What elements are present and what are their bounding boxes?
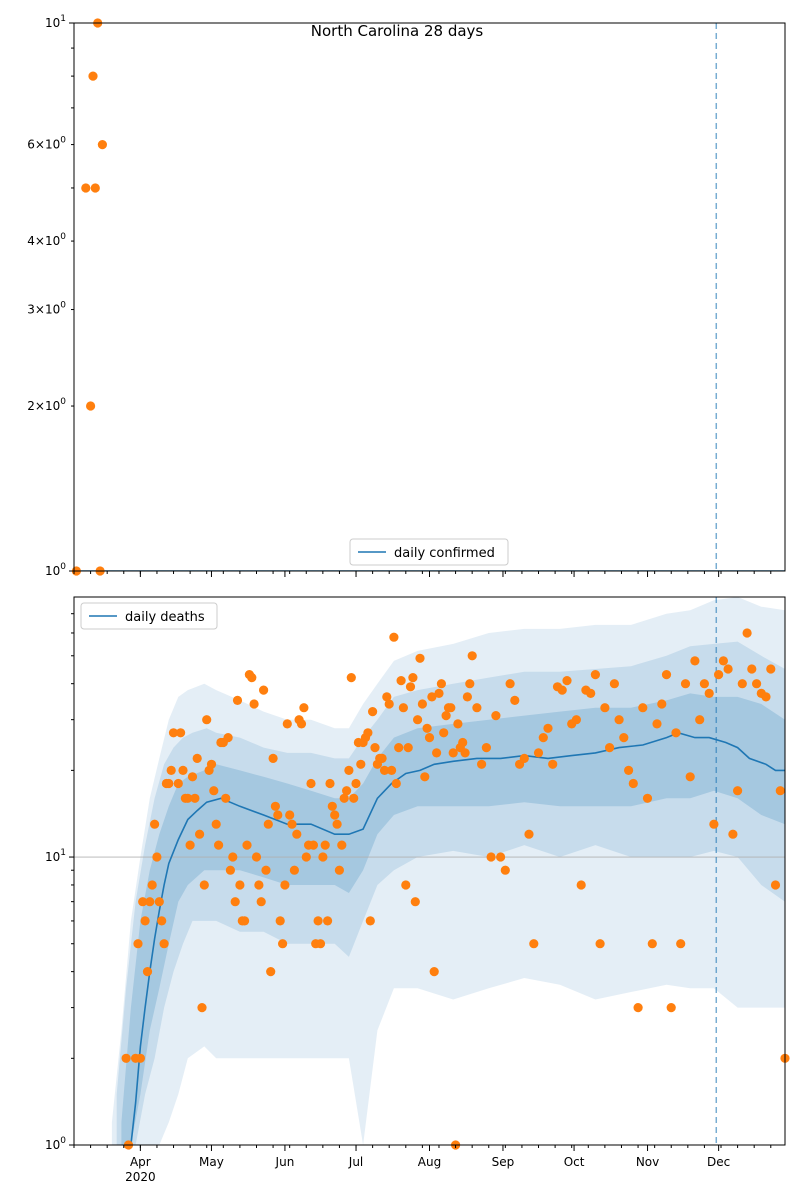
data-point — [285, 810, 294, 819]
data-point — [714, 670, 723, 679]
data-point — [264, 820, 273, 829]
data-point — [432, 748, 441, 757]
data-point — [271, 802, 280, 811]
data-point — [482, 743, 491, 752]
data-point — [186, 841, 195, 850]
data-point — [221, 794, 230, 803]
data-point — [283, 719, 292, 728]
data-point — [610, 679, 619, 688]
y-tick-label: $10^1$ — [44, 848, 66, 865]
data-point — [316, 939, 325, 948]
data-point — [577, 880, 586, 889]
data-point — [446, 703, 455, 712]
y-tick-label: $10^1$ — [44, 14, 66, 30]
data-point — [539, 733, 548, 742]
bottom-x-axis — [74, 1145, 771, 1184]
data-point — [228, 852, 237, 861]
data-point — [266, 967, 275, 976]
data-point — [747, 664, 756, 673]
top-plot-area — [74, 23, 785, 571]
data-point — [662, 670, 671, 679]
y-tick-label: $3\times 10^0$ — [27, 300, 66, 317]
data-point — [619, 733, 628, 742]
data-point — [387, 766, 396, 775]
data-point — [370, 743, 379, 752]
data-point — [231, 897, 240, 906]
data-point — [743, 628, 752, 637]
data-point — [404, 743, 413, 752]
data-point — [719, 656, 728, 665]
data-point — [143, 967, 152, 976]
data-point — [572, 715, 581, 724]
data-point — [368, 707, 377, 716]
data-point — [728, 830, 737, 839]
data-point — [344, 766, 353, 775]
x-tick-label: Dec — [707, 1155, 731, 1169]
data-point — [247, 673, 256, 682]
data-point — [394, 743, 403, 752]
data-point — [510, 696, 519, 705]
data-point — [122, 1054, 131, 1063]
x-tick-label: 2020 — [125, 1170, 156, 1184]
data-point — [771, 880, 780, 889]
bottom-panel — [45, 597, 790, 1184]
data-point — [399, 703, 408, 712]
data-point — [257, 897, 266, 906]
data-point — [506, 679, 515, 688]
data-point — [472, 703, 481, 712]
data-point — [437, 679, 446, 688]
y-tick-label: $4\times 10^0$ — [27, 232, 66, 249]
data-point — [752, 679, 761, 688]
data-point — [351, 779, 360, 788]
data-point — [695, 715, 704, 724]
data-point — [287, 820, 296, 829]
data-point — [297, 719, 306, 728]
data-point — [290, 866, 299, 875]
top-panel — [27, 14, 785, 578]
data-point — [150, 820, 159, 829]
data-point — [477, 760, 486, 769]
data-point — [98, 140, 107, 149]
chart-title: North Carolina 28 days — [310, 22, 484, 40]
data-point — [415, 654, 424, 663]
data-point — [411, 897, 420, 906]
data-point — [700, 679, 709, 688]
data-point — [214, 841, 223, 850]
data-point — [347, 673, 356, 682]
data-point — [671, 728, 680, 737]
data-point — [681, 679, 690, 688]
data-point — [91, 183, 100, 192]
data-point — [378, 754, 387, 763]
data-point — [738, 679, 747, 688]
data-point — [207, 760, 216, 769]
data-point — [342, 786, 351, 795]
data-point — [543, 724, 552, 733]
data-point — [226, 866, 235, 875]
x-tick-label: Oct — [563, 1155, 585, 1169]
data-point — [624, 766, 633, 775]
x-tick-label: Nov — [635, 1155, 660, 1169]
top-x-axis — [74, 571, 771, 577]
data-point — [487, 852, 496, 861]
data-point — [280, 880, 289, 889]
data-point — [458, 738, 467, 747]
data-point — [453, 719, 462, 728]
data-point — [605, 743, 614, 752]
data-point — [389, 633, 398, 642]
data-point — [333, 820, 342, 829]
bottom-y-axis — [45, 614, 74, 1152]
data-point — [278, 939, 287, 948]
x-tick-label: Jun — [275, 1155, 295, 1169]
data-point — [676, 939, 685, 948]
data-point — [657, 699, 666, 708]
data-point — [366, 916, 375, 925]
data-point — [276, 916, 285, 925]
data-point — [164, 779, 173, 788]
data-point — [212, 820, 221, 829]
data-point — [496, 852, 505, 861]
data-point — [461, 748, 470, 757]
data-point — [408, 673, 417, 682]
data-point — [261, 866, 270, 875]
data-point — [442, 711, 451, 720]
data-point — [425, 733, 434, 742]
data-point — [254, 880, 263, 889]
data-point — [148, 880, 157, 889]
data-point — [524, 830, 533, 839]
data-point — [337, 841, 346, 850]
data-point — [615, 715, 624, 724]
data-point — [174, 779, 183, 788]
data-point — [250, 699, 259, 708]
data-point — [155, 897, 164, 906]
data-point — [392, 779, 401, 788]
data-point — [81, 183, 90, 192]
top-legend — [350, 539, 508, 565]
data-point — [242, 841, 251, 850]
data-point — [259, 686, 268, 695]
data-point — [709, 820, 718, 829]
data-point — [292, 830, 301, 839]
data-point — [321, 841, 330, 850]
data-point — [520, 754, 529, 763]
data-point — [323, 916, 332, 925]
data-point — [145, 897, 154, 906]
data-point — [349, 794, 358, 803]
data-point — [501, 866, 510, 875]
data-point — [363, 728, 372, 737]
data-point — [667, 1003, 676, 1012]
data-point — [468, 651, 477, 660]
data-point — [586, 689, 595, 698]
data-point — [190, 794, 199, 803]
y-tick-label: $10^0$ — [44, 1136, 66, 1152]
data-point — [200, 880, 209, 889]
data-point — [318, 852, 327, 861]
data-point — [766, 664, 775, 673]
data-point — [233, 696, 242, 705]
data-point — [306, 779, 315, 788]
data-point — [420, 772, 429, 781]
data-point — [86, 401, 95, 410]
data-point — [167, 766, 176, 775]
data-point — [652, 719, 661, 728]
data-point — [240, 916, 249, 925]
data-point — [157, 916, 166, 925]
data-point — [638, 703, 647, 712]
data-point — [406, 682, 415, 691]
data-point — [418, 699, 427, 708]
data-point — [705, 689, 714, 698]
data-point — [724, 664, 733, 673]
top-y-axis — [27, 14, 74, 578]
data-point — [591, 670, 600, 679]
data-point — [330, 810, 339, 819]
data-point — [136, 1054, 145, 1063]
y-tick-label: $2\times 10^0$ — [27, 397, 66, 414]
data-point — [463, 692, 472, 701]
data-point — [761, 692, 770, 701]
data-point — [434, 689, 443, 698]
data-point — [273, 810, 282, 819]
data-point — [686, 772, 695, 781]
data-point — [209, 786, 218, 795]
x-tick-label: Sep — [491, 1155, 515, 1169]
data-point — [269, 754, 278, 763]
data-point — [397, 676, 406, 685]
x-tick-label: Aug — [417, 1155, 442, 1169]
data-point — [160, 939, 169, 948]
data-point — [335, 866, 344, 875]
x-tick-label: Apr — [129, 1155, 151, 1169]
data-point — [178, 766, 187, 775]
data-point — [176, 728, 185, 737]
data-point — [562, 676, 571, 685]
data-point — [423, 724, 432, 733]
data-point — [596, 939, 605, 948]
data-point — [491, 711, 500, 720]
data-point — [430, 967, 439, 976]
data-point — [776, 786, 785, 795]
data-point — [235, 880, 244, 889]
data-point — [648, 939, 657, 948]
legend-label: daily confirmed — [394, 546, 495, 561]
data-point — [195, 830, 204, 839]
data-point — [188, 772, 197, 781]
x-tick-label: Jul — [348, 1155, 364, 1169]
data-point — [548, 760, 557, 769]
data-point — [529, 939, 538, 948]
data-point — [309, 841, 318, 850]
data-point — [643, 794, 652, 803]
data-point — [558, 686, 567, 695]
data-point — [152, 852, 161, 861]
data-point — [439, 728, 448, 737]
data-point — [202, 715, 211, 724]
data-point — [356, 760, 365, 769]
data-point — [314, 916, 323, 925]
data-point — [299, 703, 308, 712]
data-point — [193, 754, 202, 763]
data-point — [252, 852, 261, 861]
data-point — [629, 779, 638, 788]
data-point — [465, 679, 474, 688]
data-point — [634, 1003, 643, 1012]
data-point — [534, 748, 543, 757]
data-point — [385, 699, 394, 708]
bottom-legend — [81, 603, 217, 629]
data-point — [197, 1003, 206, 1012]
x-tick-label: May — [199, 1155, 224, 1169]
data-point — [401, 880, 410, 889]
data-point — [302, 852, 311, 861]
data-point — [733, 786, 742, 795]
legend-label: daily deaths — [125, 610, 205, 625]
data-point — [224, 733, 233, 742]
data-point — [690, 656, 699, 665]
y-tick-label: $6\times 10^0$ — [27, 135, 66, 152]
data-point — [133, 939, 142, 948]
data-point — [413, 715, 422, 724]
data-point — [600, 703, 609, 712]
data-point — [88, 72, 97, 81]
data-point — [141, 916, 150, 925]
y-tick-label: $10^0$ — [44, 562, 66, 578]
data-point — [328, 802, 337, 811]
data-point — [325, 779, 334, 788]
